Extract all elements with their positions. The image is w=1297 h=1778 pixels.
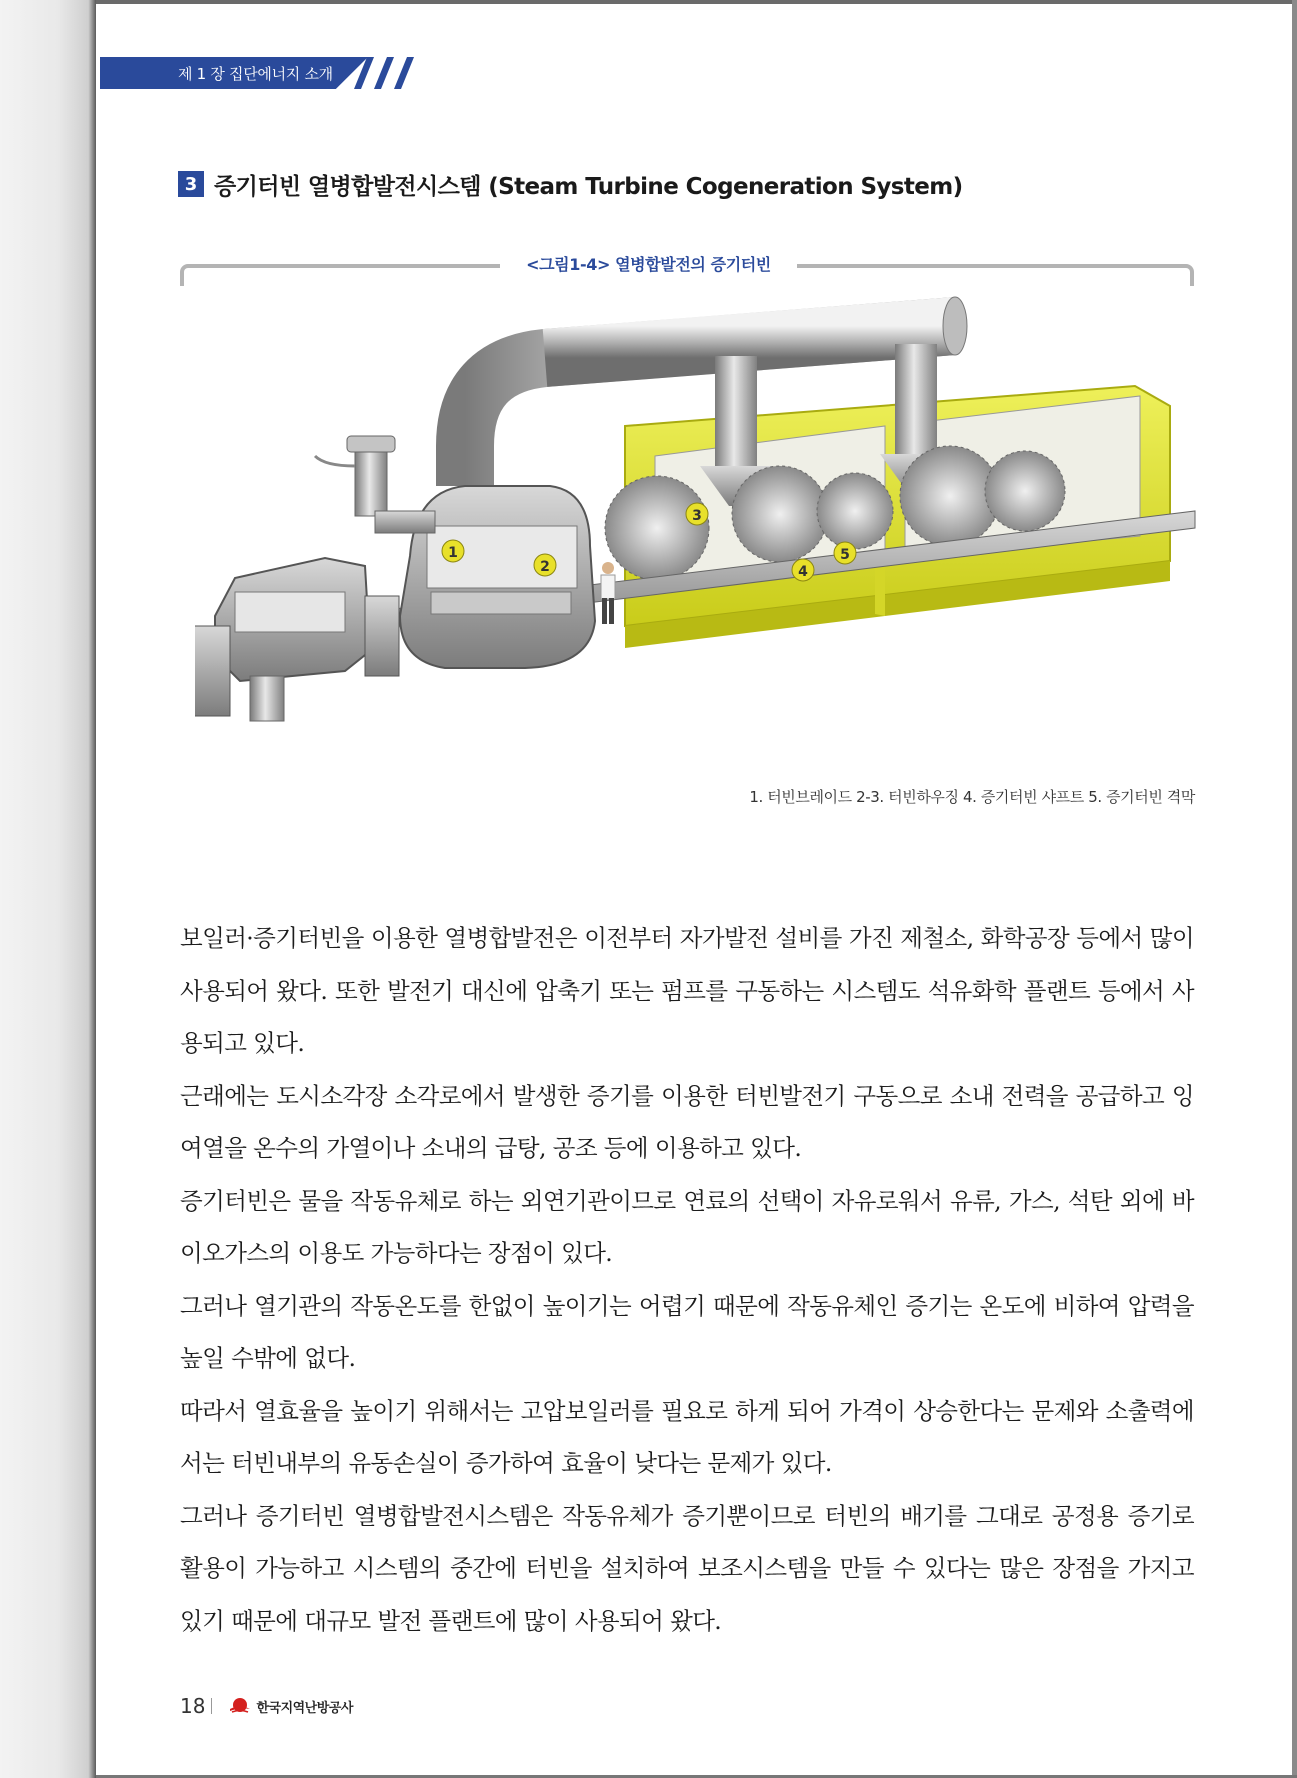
marker-4 xyxy=(792,559,814,581)
footer-divider xyxy=(211,1698,212,1714)
steam-turbine-illustration xyxy=(195,296,1205,796)
paragraph: 그러나 증기터빈 열병합발전시스템은 작동유체가 증기뿐이므로 터빈의 배기를 그대로 공정용 증기로 활용이 가능하고 시스템의 중간에 터빈을 설치하여 보조시스템을 만들 수 있다는 많은 장점을 가지고 있기 때문에 대규모 발전 플랜트에 많이 사용되어 왔다. xyxy=(180,1501,1194,1635)
marker-1 xyxy=(442,540,464,562)
page-number: 18 xyxy=(180,1694,206,1718)
chapter-stripe-3 xyxy=(394,57,414,89)
chapter-tab xyxy=(100,57,368,89)
paragraph: 보일러·증기터빈을 이용한 열병합발전은 이전부터 자가발전 설비를 가진 제철소, 화학공장 등에서 많이 사용되어 왔다. 또한 발전기 대신에 압축기 또는 펌프를 구동하는 시스템도 석유화학 플랜트 등에서 사용되고 있다. xyxy=(180,924,1194,1057)
svg-text:2: 2 xyxy=(540,559,550,575)
company-logo-text: 한국지역난방공사 xyxy=(256,1700,353,1716)
section-title: 증기터빈 열병합발전시스템 (Steam Turbine Cogeneration System) xyxy=(214,173,963,200)
svg-text:3: 3 xyxy=(692,508,702,524)
section-number-badge: 3 xyxy=(178,171,204,197)
chapter-label: 제 1 장 집단에너지 소개 xyxy=(178,65,333,83)
section-heading xyxy=(178,168,963,200)
company-logo-icon xyxy=(228,1696,252,1716)
company-logo xyxy=(228,1696,352,1716)
paragraph: 그러나 열기관의 작동온도를 한없이 높이기는 어렵기 때문에 작동유체인 증기는 온도에 비하여 압력을 높일 수밖에 없다. xyxy=(180,1291,1194,1372)
page-footer xyxy=(180,1694,353,1718)
person-figure xyxy=(601,562,615,624)
svg-text:1: 1 xyxy=(448,545,458,561)
generator xyxy=(195,558,399,721)
chapter-stripe-2 xyxy=(374,57,394,89)
page-edge-top xyxy=(96,0,1297,4)
body-text xyxy=(180,912,1194,1647)
paragraph: 근래에는 도시소각장 소각로에서 발생한 증기를 이용한 터빈발전기 구동으로 소내 전력을 공급하고 잉여열을 온수의 가열이나 소내의 급탕, 공조 등에 이용하고 있다. xyxy=(180,1081,1194,1162)
svg-text:4: 4 xyxy=(798,564,808,580)
marker-3 xyxy=(686,503,708,525)
figure-legend: 1. 터빈브레이드 2-3. 터빈하우징 4. 증기터빈 샤프트 5. 증기터빈 격막 xyxy=(749,788,1195,806)
figure-caption-text: <그림1-4> 열병합발전의 증기터빈 xyxy=(500,255,797,274)
control-valve xyxy=(315,436,435,533)
paragraph: 따라서 열효율을 높이기 위해서는 고압보일러를 필요로 하게 되어 가격이 상승한다는 문제와 소출력에서는 터빈내부의 유동손실이 증가하여 효율이 낮다는 문제가 있다. xyxy=(180,1396,1194,1477)
svg-text:5: 5 xyxy=(840,547,850,563)
paragraph: 증기터빈은 물을 작동유체로 하는 외연기관이므로 연료의 선택이 자유로워서 유류, 가스, 석탄 외에 바이오가스의 이용도 가능하다는 장점이 있다. xyxy=(180,1186,1194,1267)
figure-caption xyxy=(0,252,1297,275)
marker-2 xyxy=(534,554,556,576)
marker-5 xyxy=(834,542,856,564)
